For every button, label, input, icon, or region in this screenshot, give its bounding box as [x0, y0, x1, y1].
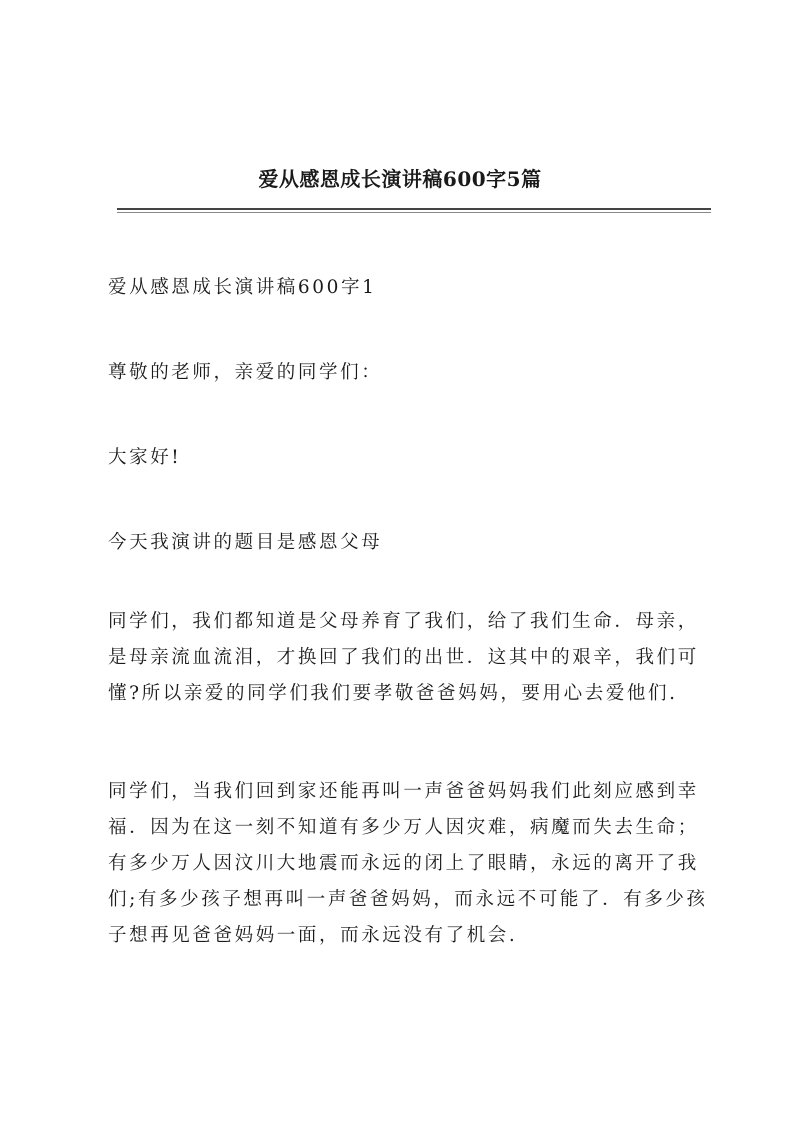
- body-paragraph: 同学们，当我们回到家还能再叫一声爸爸妈妈我们此刻应感到幸福．因为在这一刻不知道有多少万人因灾难，病魔而失去生命；有多少万人因汶川大地震而永远的闭上了眼睛，永远的离开了我们;有多少孩子想再叫一声爸爸妈妈，而永远不可能了．有多少孩子想再见爸爸妈妈一面，而永远没有了机会.: [108, 781, 708, 946]
- salutation-paragraph: 尊敬的老师，亲爱的同学们：: [108, 362, 383, 383]
- title-divider: [117, 208, 711, 210]
- body-paragraph: 同学们，我们都知道是父母养育了我们，给了我们生命．母亲，是母亲流血流泪，才换回了我们的出世．这其中的艰辛，我们可懂?所以亲爱的同学们我们要孝敬爸爸妈妈，要用心去爱他们.: [108, 611, 699, 704]
- document-title: 爱从感恩成长演讲稿600字5篇: [258, 167, 542, 191]
- title-divider-thin: [117, 212, 711, 213]
- greeting-paragraph: 大家好!: [108, 447, 182, 468]
- section-heading: 爱从感恩成长演讲稿600字1: [108, 277, 377, 298]
- topic-paragraph: 今天我演讲的题目是感恩父母: [108, 532, 383, 553]
